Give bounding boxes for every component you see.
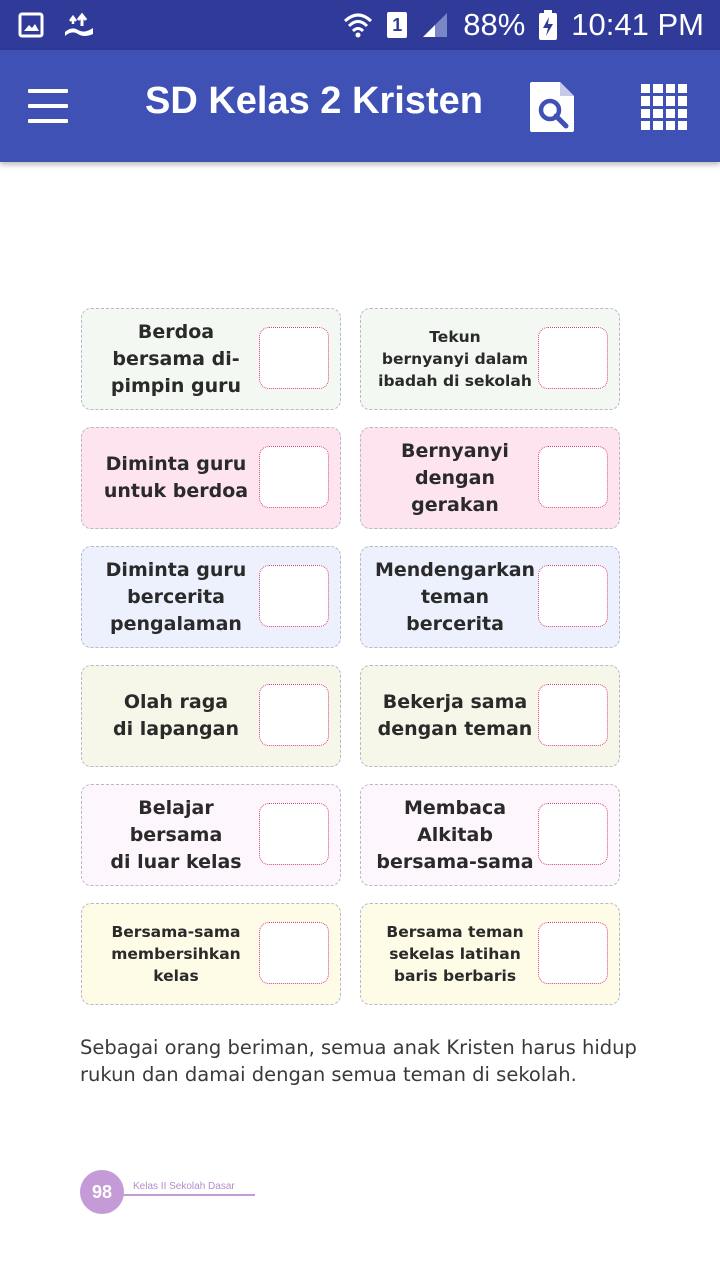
menu-bar-1 <box>28 89 68 93</box>
check-box[interactable] <box>538 565 608 627</box>
activity-text: Bersama-sama membersihkan kelas <box>111 923 241 985</box>
grid-cell <box>666 109 675 118</box>
activity-card <box>360 546 620 648</box>
activity-text: Berdoa bersama di- pimpin guru <box>110 320 242 397</box>
page-number-badge: 98 <box>80 1170 124 1214</box>
activity-text: Mendengarkan teman bercerita <box>374 558 536 635</box>
app-title: SD Kelas 2 Kristen <box>145 80 483 122</box>
check-box[interactable] <box>259 684 329 746</box>
activity-text: Belajar bersama di luar kelas <box>110 796 242 873</box>
check-box[interactable] <box>259 327 329 389</box>
grid-cell <box>678 121 687 130</box>
status-right <box>343 7 704 43</box>
check-box[interactable] <box>538 327 608 389</box>
grid-cell <box>678 84 687 93</box>
grid-cell <box>666 121 675 130</box>
menu-bar-2 <box>28 104 68 108</box>
grid-cell <box>641 84 650 93</box>
grid-cell <box>653 84 662 93</box>
status-left <box>18 12 96 38</box>
grid-cell <box>641 96 650 105</box>
activity-card <box>360 665 620 767</box>
check-box[interactable] <box>259 803 329 865</box>
activity-card <box>360 308 620 410</box>
check-box[interactable] <box>538 922 608 984</box>
footer-label: Kelas II Sekolah Dasar <box>133 1181 235 1192</box>
activity-card <box>81 308 341 410</box>
check-box[interactable] <box>259 446 329 508</box>
grid-cell <box>653 109 662 118</box>
grid-cell <box>678 96 687 105</box>
grid-menu-icon[interactable] <box>641 84 687 130</box>
activity-card <box>360 784 620 886</box>
check-box[interactable] <box>259 922 329 984</box>
grid-cell <box>653 96 662 105</box>
grid-cell <box>641 109 650 118</box>
activity-text: Bernyanyi dengan gerakan <box>401 439 509 516</box>
activity-card <box>81 784 341 886</box>
wifi-icon <box>343 11 373 39</box>
footer-divider <box>122 1194 255 1196</box>
cloud-upload-icon <box>62 12 96 38</box>
grid-cell <box>641 121 650 130</box>
menu-icon[interactable] <box>26 84 70 128</box>
status-bar <box>0 0 720 50</box>
grid-cell <box>678 109 687 118</box>
image-icon <box>18 12 44 38</box>
clock: 10:41 PM <box>571 7 704 42</box>
activity-text: Bersama teman sekelas latihan baris berbaris <box>386 923 524 985</box>
menu-bar-3 <box>28 119 68 123</box>
activity-card <box>81 903 341 1005</box>
activity-text: Membaca Alkitab bersama-sama <box>376 796 534 873</box>
check-box[interactable] <box>538 446 608 508</box>
activity-card <box>81 546 341 648</box>
grid-cell <box>653 121 662 130</box>
activity-text: Olah raga di lapangan <box>113 691 239 740</box>
activity-card <box>81 665 341 767</box>
activity-text: Tekun bernyanyi dalam ibadah di sekolah <box>378 328 532 390</box>
grid-cell <box>666 84 675 93</box>
signal-icon <box>421 11 449 39</box>
activity-card <box>360 427 620 529</box>
activity-text: Diminta guru bercerita pengalaman <box>105 558 247 635</box>
activity-card <box>81 427 341 529</box>
app-bar <box>0 50 720 162</box>
check-box[interactable] <box>538 803 608 865</box>
sim-icon: 1 <box>387 12 407 38</box>
battery-charging-icon <box>539 10 557 40</box>
activity-text: Diminta guru untuk berdoa <box>103 453 249 502</box>
check-box[interactable] <box>538 684 608 746</box>
search-document-icon[interactable] <box>528 80 578 134</box>
battery-percent: 88% <box>463 7 526 42</box>
activity-card <box>360 903 620 1005</box>
activity-text: Bekerja sama dengan teman <box>377 691 533 740</box>
check-box[interactable] <box>259 565 329 627</box>
grid-cell <box>666 96 675 105</box>
lesson-paragraph: Sebagai orang beriman, semua anak Kristen harus hidup rukun dan damai dengan semua teman di sekolah. <box>80 1036 637 1086</box>
